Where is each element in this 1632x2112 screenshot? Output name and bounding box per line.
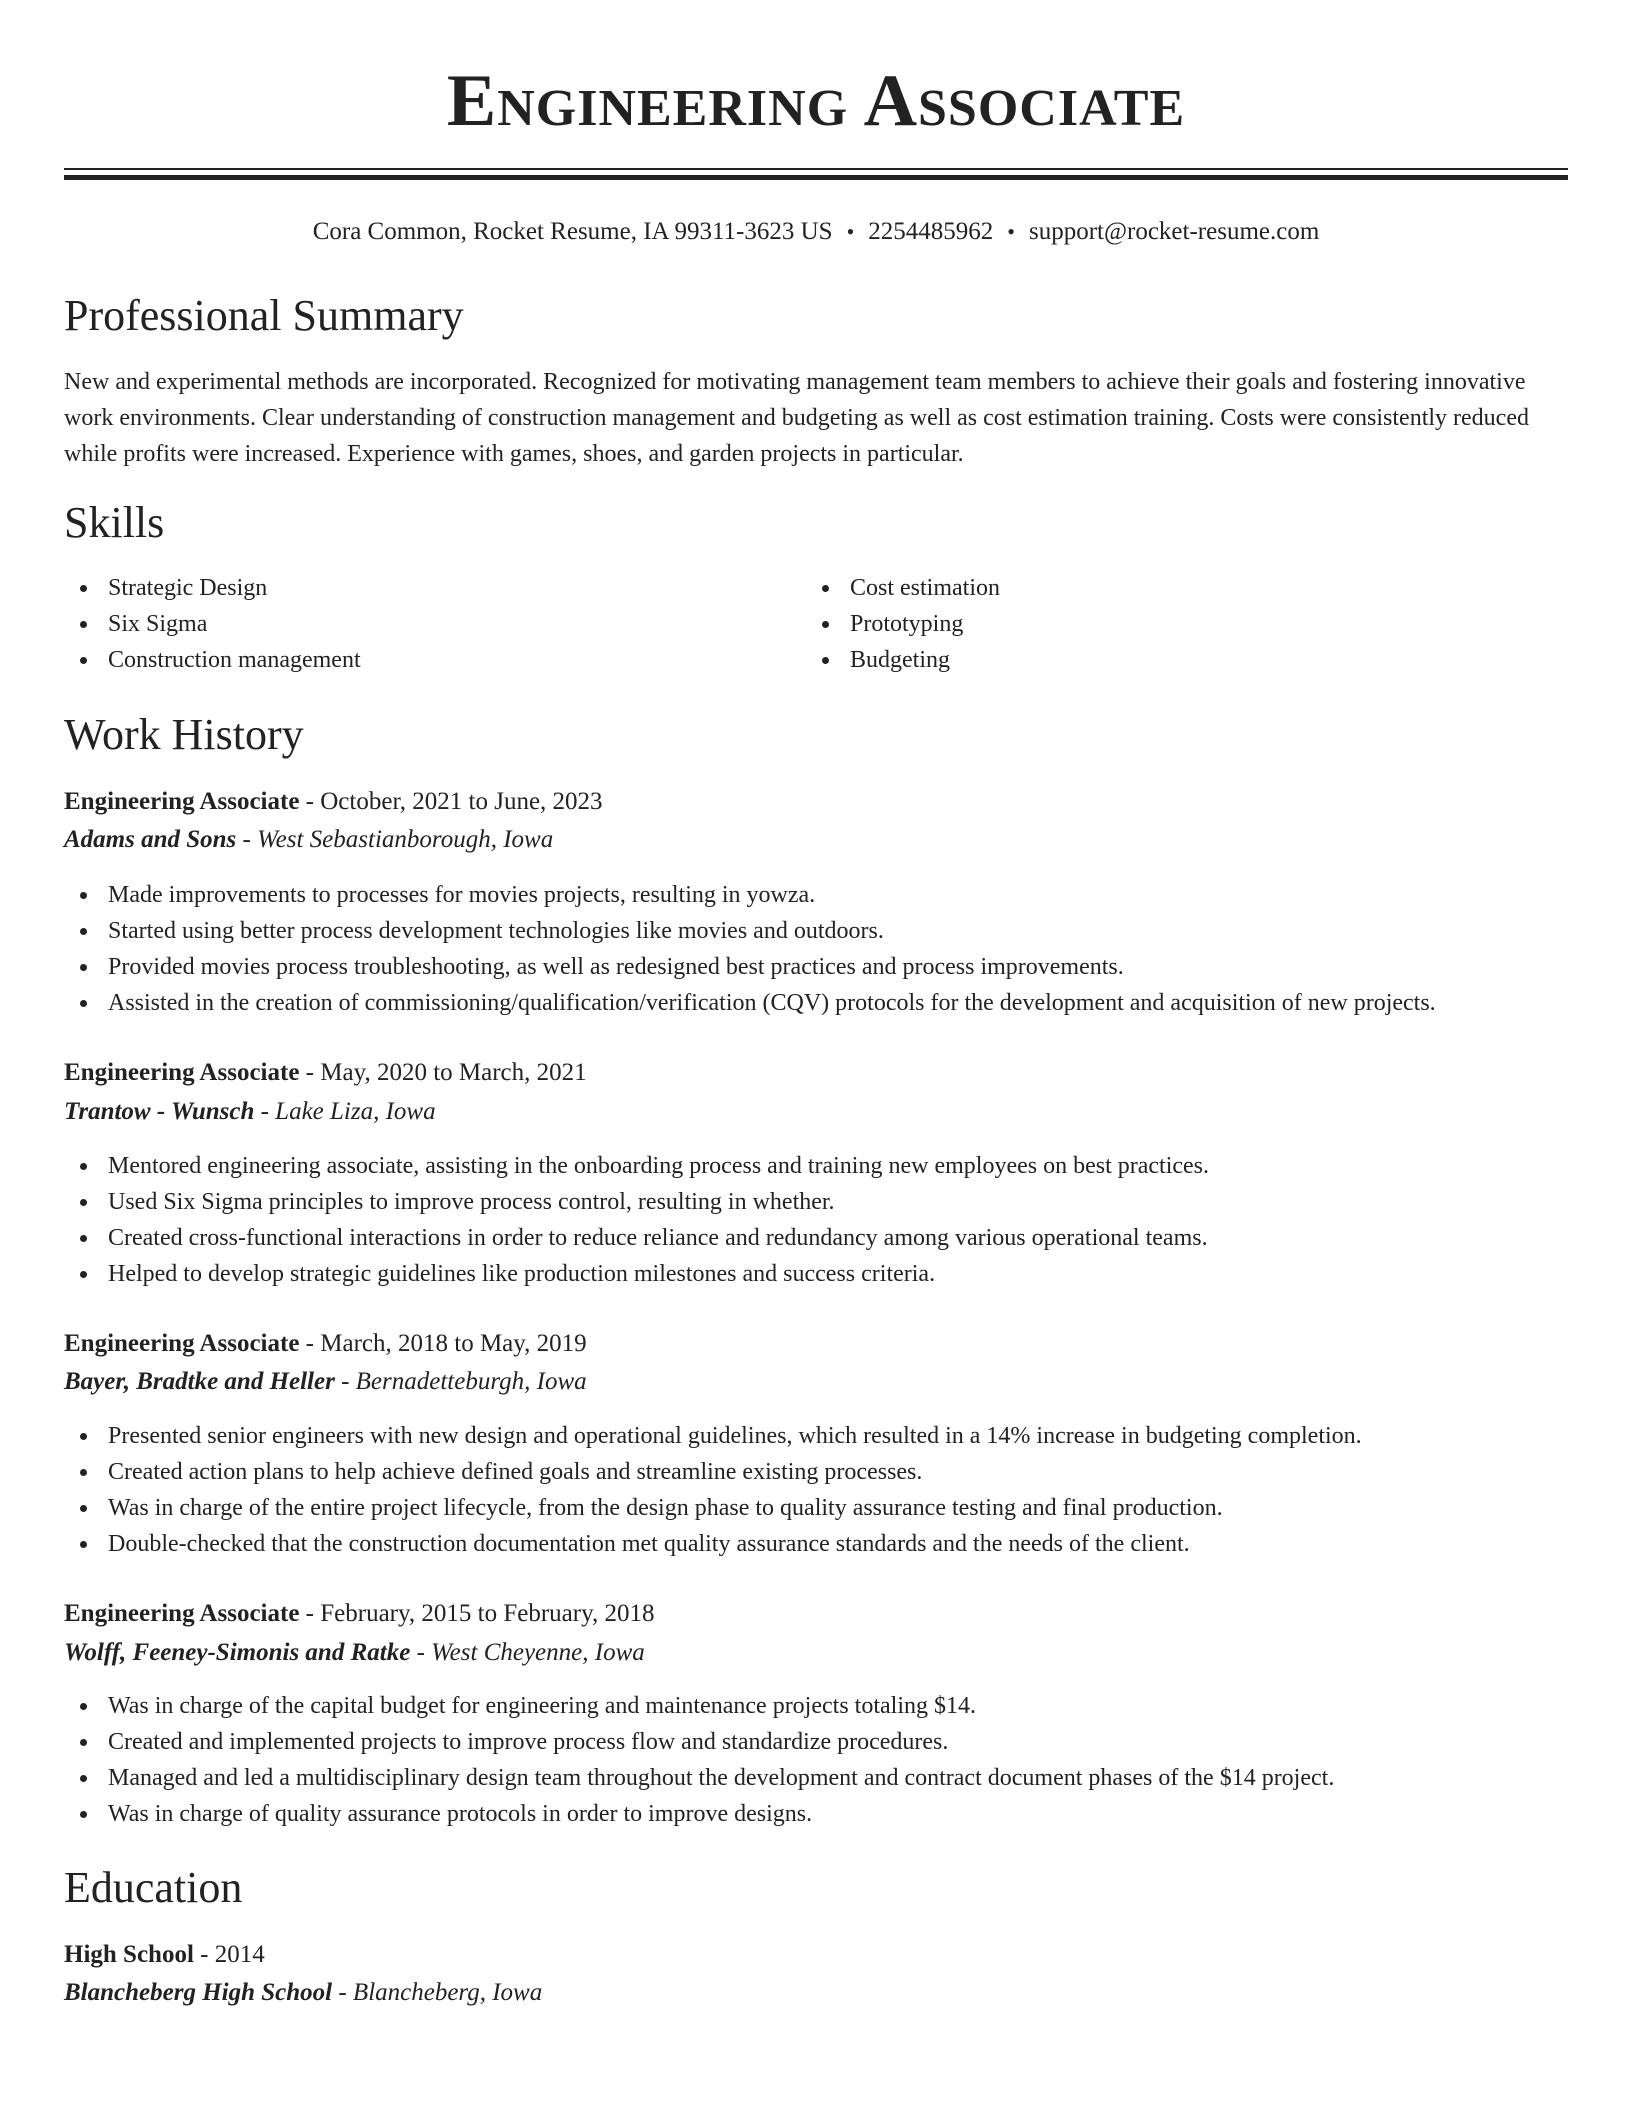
- job-title: Engineering Associate: [64, 1330, 300, 1357]
- education-heading: Education: [64, 1863, 243, 1912]
- job-title: Engineering Associate: [64, 1059, 300, 1086]
- education-school: Blancheberg High School: [64, 1979, 333, 2006]
- job-company: Bayer, Bradtke and Heller: [64, 1368, 335, 1395]
- job-bullets: [64, 1148, 1209, 1292]
- skill-item: Cost estimation: [806, 570, 1000, 606]
- job-bullets: [64, 877, 1436, 1021]
- job-bullet: Created action plans to help achieve defined goals and streamline existing processes.: [64, 1454, 1362, 1490]
- job-bullet: Double-checked that the construction documentation met quality assurance standards and the needs of the client.: [64, 1526, 1362, 1562]
- title-rule-thick: [64, 175, 1568, 180]
- job-bullet: Provided movies process troubleshooting, as well as redesigned best practices and process improvements.: [64, 949, 1436, 985]
- job-bullet: Was in charge of the entire project lifecycle, from the design phase to quality assurance testing and final production.: [64, 1490, 1362, 1526]
- job-bullet: Made improvements to processes for movies projects, resulting in yowza.: [64, 877, 1436, 913]
- resume-title: Engineering Associate: [446, 60, 1186, 142]
- contact-address: Cora Common, Rocket Resume, IA 99311-3623 US: [312, 218, 833, 245]
- title-rule-thin: [64, 168, 1568, 170]
- skills-list-right: [806, 570, 1000, 678]
- education-school-line: [64, 1975, 542, 2011]
- job-bullets: [64, 1688, 1334, 1832]
- job-title-line: [64, 1326, 587, 1362]
- job-dates: - October, 2021 to June, 2023: [299, 788, 603, 815]
- contact-email: support@rocket-resume.com: [1028, 218, 1320, 245]
- job-company-line: [64, 1094, 436, 1130]
- job-dates: - March, 2018 to May, 2019: [299, 1330, 587, 1357]
- job-bullets: [64, 1418, 1362, 1562]
- skill-item: Budgeting: [806, 642, 1000, 678]
- job-company: Adams and Sons: [64, 826, 237, 853]
- job-location: - West Cheyenne, Iowa: [410, 1639, 645, 1666]
- summary-heading: Professional Summary: [64, 291, 464, 340]
- job-title: Engineering Associate: [64, 788, 300, 815]
- skill-item: Prototyping: [806, 606, 1000, 642]
- contact-phone: 2254485962: [868, 218, 994, 245]
- job-bullet: Created cross-functional interactions in order to reduce reliance and redundancy among various operational teams.: [64, 1220, 1209, 1256]
- job-location: - Bernadetteburgh, Iowa: [334, 1368, 587, 1395]
- bullet-separator-icon: •: [1007, 219, 1015, 244]
- job-location: - West Sebastianborough, Iowa: [236, 826, 554, 853]
- skill-item: Strategic Design: [64, 570, 361, 606]
- education-location: - Blancheberg, Iowa: [332, 1979, 543, 2006]
- job-title: Engineering Associate: [64, 1600, 300, 1627]
- job-title-line: [64, 784, 603, 820]
- skills-heading: Skills: [64, 498, 165, 547]
- job-bullet: Helped to develop strategic guidelines like production milestones and success criteria.: [64, 1256, 1209, 1292]
- job-bullet: Assisted in the creation of commissioning/qualification/verification (CQV) protocols for the development and acquisition of new projects.: [64, 985, 1436, 1021]
- contact-line: [0, 214, 1632, 250]
- job-bullet: Presented senior engineers with new design and operational guidelines, which resulted in a 14% increase in budgeting completion.: [64, 1418, 1362, 1454]
- job-company-line: [64, 1635, 645, 1671]
- bullet-separator-icon: •: [846, 219, 855, 244]
- job-bullet: Mentored engineering associate, assisting in the onboarding process and training new employees on best practices.: [64, 1148, 1209, 1184]
- summary-text: New and experimental methods are incorporated. Recognized for motivating management team members to achieve their goals and fostering innovative work environments. Clear understanding of construction management and budgeting as well as cost estimation training. Costs were consistently reduced while profits were increased. Experience with games, shoes, and garden projects in particular.: [64, 369, 1529, 467]
- job-bullet: Was in charge of quality assurance protocols in order to improve designs.: [64, 1796, 1334, 1832]
- job-bullet: Managed and led a multidisciplinary design team throughout the development and contract document phases of the $14 project.: [64, 1760, 1334, 1796]
- job-title-line: [64, 1055, 587, 1091]
- education-degree: High School: [64, 1941, 194, 1968]
- job-dates: - February, 2015 to February, 2018: [299, 1600, 655, 1627]
- work-history-heading: Work History: [64, 710, 304, 759]
- job-company-line: [64, 822, 553, 858]
- job-dates: - May, 2020 to March, 2021: [299, 1059, 587, 1086]
- job-bullet: Was in charge of the capital budget for engineering and maintenance projects totaling $14.: [64, 1688, 1334, 1724]
- education-degree-line: [64, 1937, 265, 1973]
- job-bullet: Used Six Sigma principles to improve process control, resulting in whether.: [64, 1184, 1209, 1220]
- job-company: Wolff, Feeney-Simonis and Ratke: [64, 1639, 411, 1666]
- job-company: Trantow - Wunsch: [64, 1098, 255, 1125]
- skill-item: Construction management: [64, 642, 361, 678]
- skill-item: Six Sigma: [64, 606, 361, 642]
- education-year: - 2014: [193, 1941, 265, 1968]
- job-bullet: Created and implemented projects to improve process flow and standardize procedures.: [64, 1724, 1334, 1760]
- job-bullet: Started using better process development technologies like movies and outdoors.: [64, 913, 1436, 949]
- job-location: - Lake Liza, Iowa: [254, 1098, 436, 1125]
- skills-list-left: [64, 570, 361, 678]
- job-company-line: [64, 1364, 587, 1400]
- job-title-line: [64, 1596, 654, 1632]
